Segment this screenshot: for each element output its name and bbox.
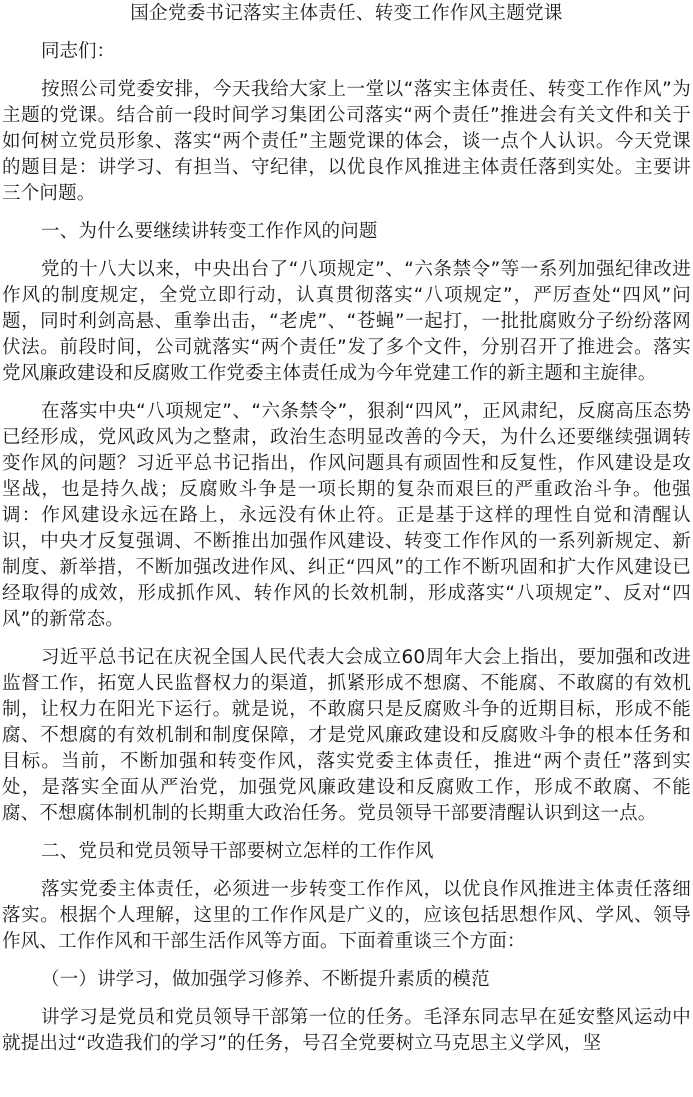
paragraph-responsibility: 落实党委主体责任，必须进一步转变工作作风，以优良作风推进主体责任落细落实。根据个人理解，这里的工作作风是广义的，应该包括思想作风、学风、领导作风、工作作风和干部生活作风等方面。下面着重谈三个方面： bbox=[2, 879, 691, 952]
paragraph-background: 党的十八大以来，中央出台了“八项规定”、“六条禁令”等一系列加强纪律改进作风的制度规定，全党立即行动，认真贯彻落实“八项规定”，严厉查处“四风”问题，同时利剑高悬、重拳出击，“老虎”、“苍蝇”一起打，一批批腐败分子纷纷落网伏法。前段时间，公司就落实“两个责任”发了多个文件，分别召开了推进会。落实党风廉政建设和反腐败工作党委主体责任成为今年党建工作的新主题和主旋律。 bbox=[2, 259, 691, 384]
paragraph-study: 讲学习是党员和党员领导干部第一位的任务。毛泽东同志早在延安整风运动中就提出过“改造我们的学习”的任务，号召全党要树立马克思主义学风，坚 bbox=[2, 1007, 691, 1054]
salutation: 同志们： bbox=[41, 41, 116, 62]
paragraph-why: 在落实中央“八项规定”、“六条禁令”，狠刹“四风”，正风肃纪，反腐高压态势已经形成，党风政风为之整肃，政治生态明显改善的今天，为什么还要继续强调转变作风的问题？习近平总书记指出，作风问题具有顽固性和反复性，作风建设是攻坚战，也是持久战；反腐败斗争是一项长期的复杂而艰巨的严重政治斗争。他强调：作风建设永远在路上，永远没有休止符。正是基于这样的理性自觉和清醒认识，中央才反复强调、不断推出加强作风建设、转变工作作风的一系列新规定、新制度、新举措，不断加强改进作风、纠正“四风”的工作不断巩固和扩大作风建设已经取得的成效，形成抓作风、转作风的长效机制，形成落实“八项规定”、反对“四风”的新常态。 bbox=[2, 401, 691, 630]
paragraph-intro: 按照公司党委安排，今天我给大家上一堂以“落实主体责任、转变工作作风”为主题的党课。结合前一段时间学习集团公司落实“两个责任”推进会有关文件和关于如何树立党员形象、落实“两个责任”主题党课的体会，谈一点个人认识。今天党课的题目是：讲学习、有担当、守纪律，以优良作风推进主体责任落到实处。主要讲三个问题。 bbox=[2, 79, 691, 204]
paragraph-supervision: 习近平总书记在庆祝全国人民代表大会成立60周年大会上指出，要加强和改进监督工作，拓宽人民监督权力的渠道，抓紧形成不想腐、不能腐、不敢腐的有效机制，让权力在阳光下运行。就是说，不敢腐只是反腐败斗争的近期目标，形成不能腐、不想腐的有效机制和制度保障，才是党风廉政建设和反腐败斗争的根本任务和目标。当前，不断加强和转变作风，落实党委主体责任，推进“两个责任”落到实处，是落实全面从严治党，加强党风廉政建设和反腐败工作，形成不敢腐、不能腐、不想腐体制机制的长期重大政治任务。党员领导干部要清醒认识到这一点。 bbox=[2, 647, 691, 824]
section-heading-1: 一、为什么要继续讲转变工作作风的问题 bbox=[41, 221, 378, 242]
document-title: 国企党委书记落实主体责任、转变工作作风主题党课 bbox=[130, 3, 563, 24]
subsection-heading-1: （一）讲学习，做加强学习修养、不断提升素质的模范 bbox=[41, 969, 490, 990]
section-heading-2: 二、党员和党员领导干部要树立怎样的工作作风 bbox=[41, 841, 434, 862]
